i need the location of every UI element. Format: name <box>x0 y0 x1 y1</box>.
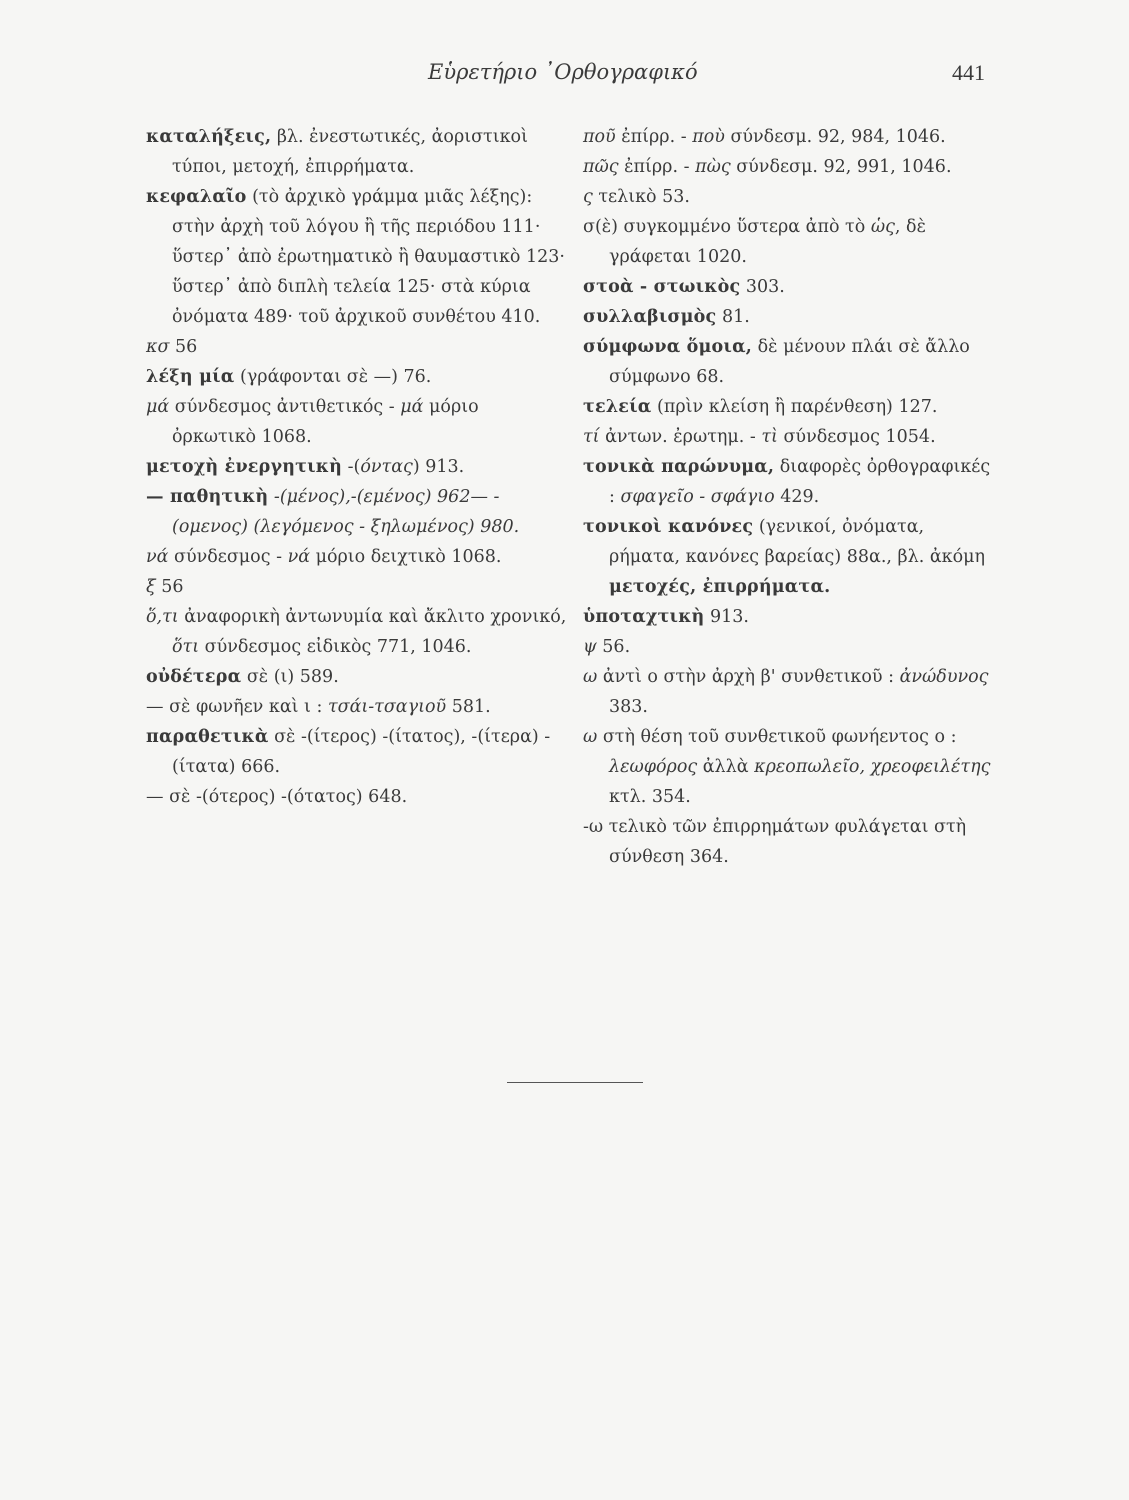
footer-rule <box>507 1082 643 1083</box>
index-entry: κσ 56 <box>146 337 198 357</box>
index-entry: ς τελικὸ 53. <box>583 187 690 207</box>
index-entry: μετοχὴ ἐνεργητικὴ -(όντας) 913. <box>146 457 465 477</box>
index-entry: νά σύνδεσμος - νά μόριο δειχτικὸ 1068. <box>146 547 502 567</box>
index-entry: κεφαλαῖο (τὸ ἀρχικὸ γράμμα μιᾶς λέξης): στὴν ἀρχὴ τοῦ λόγου ἢ τῆς περιόδου 111· ὕστερ᾿ ἀπὸ ἐρωτηματικὸ ἢ θαυμαστικὸ 123· ὕστερ᾿ ἀπὸ διπλὴ τελεία 125· στὰ κύρια ὀνόματα 489· τοῦ ἀρχικοῦ συνθέτου 410. <box>146 187 565 327</box>
index-entry: ω στὴ θέση τοῦ συνθετικοῦ φωνήεντος ο : λεωφόρος ἀλλὰ κρεοπωλεῖο, χρεοφειλέτης κτλ. 354. <box>583 727 991 807</box>
index-entry: τελεία (πρὶν κλείση ἢ παρένθεση) 127. <box>583 397 938 417</box>
index-entry: μά σύνδεσμος ἀντιθετικός - μά μόριο ὀρκωτικὸ 1068. <box>146 397 479 447</box>
index-entry: στοὰ - στωικὸς 303. <box>583 277 785 297</box>
index-entry: σ(ὲ) συγκομμένο ὕστερα ἀπὸ τὸ ὡς, δὲ γράφεται 1020. <box>583 217 926 267</box>
index-entry: συλλαβισμὸς 81. <box>583 307 750 327</box>
index-entry: — παθητικὴ -(μένος),-(εμένος) 962— -(ομενος) (λεγόμενος - ξηλωμένος) 980. <box>146 487 520 537</box>
page-number: 441 <box>952 60 985 85</box>
index-entry: λέξη μία (γράφονται σὲ —) 76. <box>146 367 432 387</box>
index-entry: οὐδέτερα σὲ (ι) 589. <box>146 667 339 687</box>
index-entry: ξ 56 <box>146 577 184 597</box>
index-entry: — σὲ φωνῆεν καὶ ι : τσάι-τσαγιοῦ 581. <box>146 697 491 717</box>
running-header-title: Εὑρετήριο ᾿Ορθογραφικό <box>428 60 698 84</box>
index-entry: τονικοὶ κανόνες (γενικοί, ὀνόματα, ρήματα, κανόνες βαρείας) 88α., βλ. ἀκόμη μετοχές, ἐπιρρήματα. <box>583 517 986 597</box>
index-entry: ω ἀντὶ ο στὴν ἀρχὴ β' συνθετικοῦ : ἀνώδυνος 383. <box>583 667 989 717</box>
index-column-right <box>583 122 993 872</box>
index-entry: ψ 56. <box>583 637 631 657</box>
index-entry: ποῦ ἐπίρρ. - ποὺ σύνδεσμ. 92, 984, 1046. <box>583 127 946 147</box>
index-entry: ὅ,τι ἀναφορικὴ ἀντωνυμία καὶ ἄκλιτο χρονικό, ὅτι σύνδεσμος εἰδικὸς 771, 1046. <box>146 607 567 657</box>
index-column-left <box>146 122 568 812</box>
index-entry: τονικὰ παρώνυμα, διαφορὲς ὀρθογραφικές : σφαγεῖο - σφάγιο 429. <box>583 457 991 507</box>
index-entry: σύμφωνα ὅμοια, δὲ μένουν πλάι σὲ ἄλλο σύμφωνο 68. <box>583 337 970 387</box>
index-entry: — σὲ -(ότερος) -(ότατος) 648. <box>146 787 408 807</box>
index-entry: πῶς ἐπίρρ. - πὼς σύνδεσμ. 92, 991, 1046. <box>583 157 952 177</box>
index-entry: ὑποταχτικὴ 913. <box>583 607 749 627</box>
index-entry: παραθετικὰ σὲ -(ίτερος) -(ίτατος), -(ίτερα) -(ίτατα) 666. <box>146 727 551 777</box>
index-entry: -ω τελικὸ τῶν ἐπιρρημάτων φυλάγεται στὴ σύνθεση 364. <box>583 817 967 867</box>
index-entry: καταλήξεις, βλ. ἐνεστωτικές, ἀοριστικοὶ τύποι, μετοχή, ἐπιρρήματα. <box>146 127 528 177</box>
index-entry: τί ἀντων. ἐρωτημ. - τὶ σύνδεσμος 1054. <box>583 427 936 447</box>
